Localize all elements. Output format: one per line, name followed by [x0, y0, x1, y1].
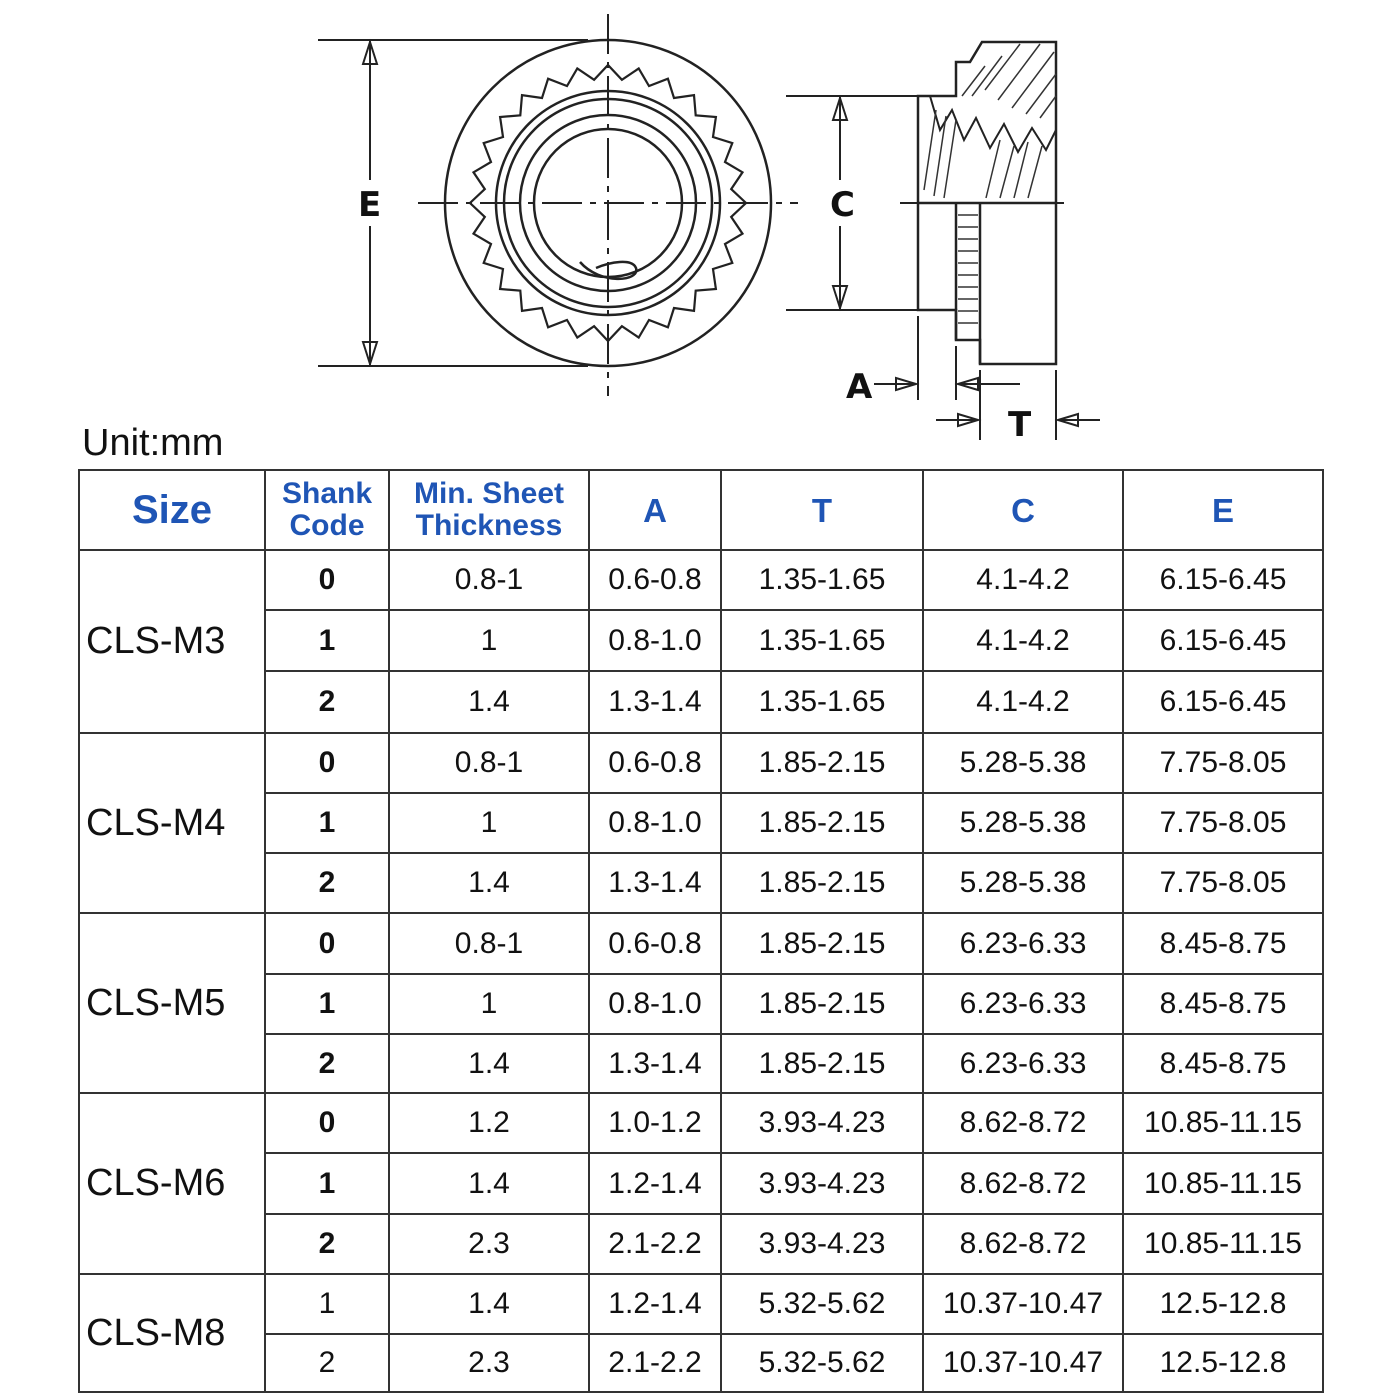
min-sheet-thickness-cell: 1	[389, 974, 589, 1034]
shank-code-cell: 0	[265, 733, 389, 793]
table-row	[79, 1274, 1323, 1334]
a-value-cell: 0.8-1.0	[589, 793, 721, 853]
e-value-cell: 6.15-6.45	[1123, 610, 1323, 671]
e-value-cell: 12.5-12.8	[1123, 1334, 1323, 1392]
t-value-cell: 5.32-5.62	[721, 1274, 923, 1334]
table-row	[79, 1334, 1323, 1392]
header-t: T	[721, 470, 923, 550]
a-value-cell: 1.3-1.4	[589, 1034, 721, 1093]
a-value-cell: 2.1-2.2	[589, 1214, 721, 1274]
t-value-cell: 1.85-2.15	[721, 733, 923, 793]
min-sheet-thickness-cell: 0.8-1	[389, 913, 589, 974]
header-sheet-line1: Min. Sheet	[413, 476, 564, 510]
min-sheet-thickness-cell: 0.8-1	[389, 733, 589, 793]
header-size: Size	[79, 470, 265, 550]
shank-code-cell: 2	[265, 1334, 389, 1392]
label-a: A	[846, 367, 873, 407]
table-row	[79, 1214, 1323, 1274]
c-value-cell: 5.28-5.38	[923, 733, 1123, 793]
header-c: C	[923, 470, 1123, 550]
c-value-cell: 4.1-4.2	[923, 550, 1123, 610]
e-value-cell: 7.75-8.05	[1123, 853, 1323, 913]
c-value-cell: 6.23-6.33	[923, 913, 1123, 974]
a-value-cell: 1.2-1.4	[589, 1153, 721, 1214]
table-row	[79, 1153, 1323, 1214]
header-shank-line1: Shank	[281, 476, 373, 510]
a-value-cell: 0.6-0.8	[589, 733, 721, 793]
c-value-cell: 10.37-10.47	[923, 1334, 1123, 1392]
nut-technical-drawing	[0, 0, 1400, 450]
shank-code-cell: 1	[265, 974, 389, 1034]
e-value-cell: 7.75-8.05	[1123, 793, 1323, 853]
e-value-cell: 8.45-8.75	[1123, 913, 1323, 974]
table-row	[79, 913, 1323, 974]
a-value-cell: 1.3-1.4	[589, 671, 721, 733]
c-value-cell: 6.23-6.33	[923, 974, 1123, 1034]
header-shank-code	[265, 470, 389, 550]
a-value-cell: 1.0-1.2	[589, 1093, 721, 1153]
shank-code-cell: 2	[265, 853, 389, 913]
size-cell: CLS-M4	[79, 733, 265, 913]
c-value-cell: 6.23-6.33	[923, 1034, 1123, 1093]
min-sheet-thickness-cell: 1	[389, 610, 589, 671]
t-value-cell: 1.85-2.15	[721, 974, 923, 1034]
e-value-cell: 10.85-11.15	[1123, 1214, 1323, 1274]
shank-code-cell: 2	[265, 1034, 389, 1093]
table-row	[79, 733, 1323, 793]
a-value-cell: 0.8-1.0	[589, 610, 721, 671]
t-value-cell: 1.85-2.15	[721, 1034, 923, 1093]
shank-code-cell: 1	[265, 610, 389, 671]
e-value-cell: 8.45-8.75	[1123, 974, 1323, 1034]
c-value-cell: 8.62-8.72	[923, 1153, 1123, 1214]
header-min-sheet-thickness	[389, 470, 589, 550]
a-value-cell: 0.8-1.0	[589, 974, 721, 1034]
a-value-cell: 0.6-0.8	[589, 550, 721, 610]
c-value-cell: 8.62-8.72	[923, 1093, 1123, 1153]
min-sheet-thickness-cell: 1.4	[389, 853, 589, 913]
min-sheet-thickness-cell: 2.3	[389, 1334, 589, 1392]
min-sheet-thickness-cell: 2.3	[389, 1214, 589, 1274]
c-value-cell: 4.1-4.2	[923, 671, 1123, 733]
header-shank-line2: Code	[289, 509, 365, 542]
t-value-cell: 3.93-4.23	[721, 1214, 923, 1274]
e-value-cell: 6.15-6.45	[1123, 550, 1323, 610]
size-cell: CLS-M6	[79, 1093, 265, 1274]
t-value-cell: 5.32-5.62	[721, 1334, 923, 1392]
e-value-cell: 8.45-8.75	[1123, 1034, 1323, 1093]
table-row	[79, 853, 1323, 913]
table-body	[79, 550, 1323, 1392]
header-e: E	[1123, 470, 1323, 550]
a-value-cell: 1.2-1.4	[589, 1274, 721, 1334]
t-value-cell: 1.35-1.65	[721, 610, 923, 671]
header-sheet-line2: Thickness	[415, 509, 563, 542]
min-sheet-thickness-cell: 1.4	[389, 671, 589, 733]
t-value-cell: 1.85-2.15	[721, 853, 923, 913]
t-value-cell: 1.85-2.15	[721, 913, 923, 974]
min-sheet-thickness-cell: 1.4	[389, 1153, 589, 1214]
min-sheet-thickness-cell: 1	[389, 793, 589, 853]
t-value-cell: 3.93-4.23	[721, 1153, 923, 1214]
c-value-cell: 4.1-4.2	[923, 610, 1123, 671]
shank-code-cell: 2	[265, 1214, 389, 1274]
specification-table	[78, 469, 1324, 1393]
t-value-cell: 1.35-1.65	[721, 550, 923, 610]
label-c: C	[830, 185, 855, 225]
table-header-row	[79, 470, 1323, 550]
min-sheet-thickness-cell: 1.4	[389, 1274, 589, 1334]
label-t: T	[1008, 405, 1032, 445]
c-value-cell: 5.28-5.38	[923, 793, 1123, 853]
t-value-cell: 1.85-2.15	[721, 793, 923, 853]
header-a: A	[589, 470, 721, 550]
size-cell: CLS-M5	[79, 913, 265, 1093]
shank-code-cell: 0	[265, 1093, 389, 1153]
min-sheet-thickness-cell: 0.8-1	[389, 550, 589, 610]
table-row	[79, 974, 1323, 1034]
a-value-cell: 1.3-1.4	[589, 853, 721, 913]
size-cell: CLS-M8	[79, 1274, 265, 1392]
t-value-cell: 3.93-4.23	[721, 1093, 923, 1153]
shank-code-cell: 2	[265, 671, 389, 733]
c-value-cell: 5.28-5.38	[923, 853, 1123, 913]
a-value-cell: 0.6-0.8	[589, 913, 721, 974]
shank-code-cell: 0	[265, 550, 389, 610]
min-sheet-thickness-cell: 1.2	[389, 1093, 589, 1153]
table-row	[79, 550, 1323, 610]
min-sheet-thickness-cell: 1.4	[389, 1034, 589, 1093]
shank-code-cell: 1	[265, 1274, 389, 1334]
c-value-cell: 8.62-8.72	[923, 1214, 1123, 1274]
e-value-cell: 12.5-12.8	[1123, 1274, 1323, 1334]
e-value-cell: 6.15-6.45	[1123, 671, 1323, 733]
shank-code-cell: 1	[265, 1153, 389, 1214]
table-row	[79, 1093, 1323, 1153]
shank-code-cell: 1	[265, 793, 389, 853]
e-value-cell: 10.85-11.15	[1123, 1153, 1323, 1214]
a-value-cell: 2.1-2.2	[589, 1334, 721, 1392]
table-row	[79, 1034, 1323, 1093]
e-value-cell: 10.85-11.15	[1123, 1093, 1323, 1153]
table-row	[79, 793, 1323, 853]
table-row	[79, 610, 1323, 671]
size-cell: CLS-M3	[79, 550, 265, 733]
e-value-cell: 7.75-8.05	[1123, 733, 1323, 793]
unit-label: Unit:mm	[82, 422, 224, 464]
c-value-cell: 10.37-10.47	[923, 1274, 1123, 1334]
t-value-cell: 1.35-1.65	[721, 671, 923, 733]
label-e: E	[358, 185, 382, 225]
table-row	[79, 671, 1323, 733]
shank-code-cell: 0	[265, 913, 389, 974]
